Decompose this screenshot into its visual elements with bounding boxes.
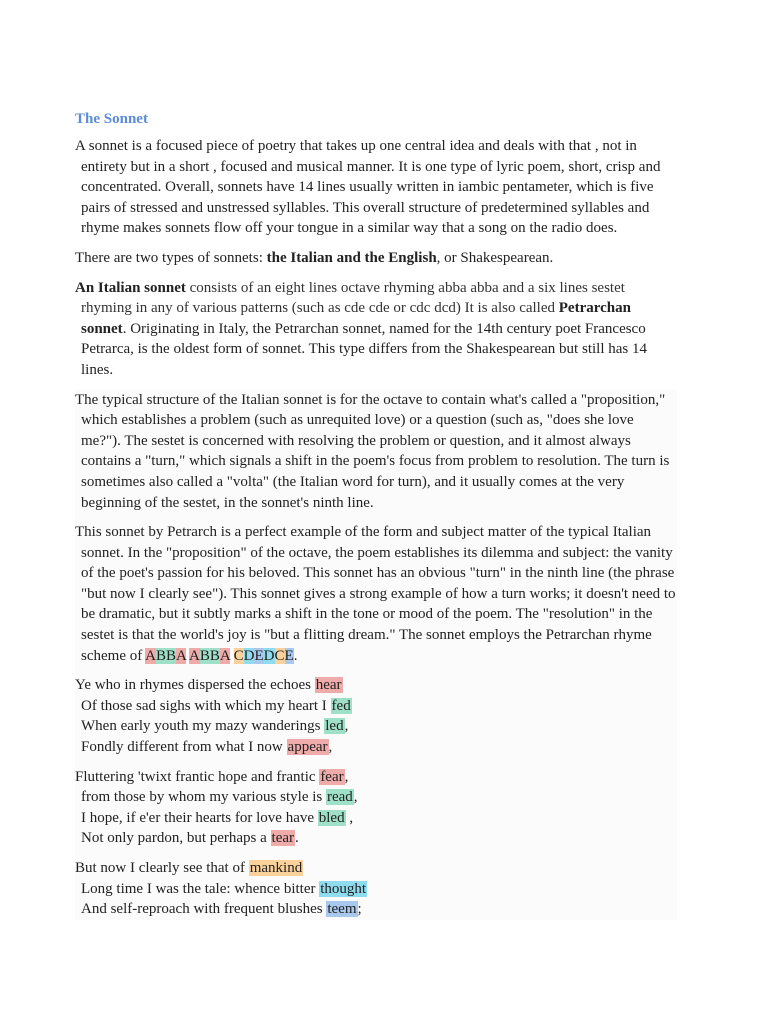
poem-line-text: Fondly different from what I now <box>81 739 287 756</box>
poem-line-text: And self-reproach with frequent blushes <box>81 901 327 918</box>
types-bold: the Italian and the English <box>266 249 437 266</box>
petrarch-example-text: This sonnet by Petrarch is a perfect example of the form and subject matter of the typical Italian sonnet. In the "proposition" of the octave, the poem establishes its dilemma and subject: the vanity of the poet's passion for his beloved. This sonnet has an obvious "turn" in the ninth line (the phrase "but now I clearly see"). This sonnet gives a strong example of how a turn works; it doesn't need to be dramatic, but it subtly marks a shift in the tone or mood of the poem. The "resolution" in the sestet is that the world's joy is "but a flitting dream." The sonnet employs the Petrarchan rhyme scheme of <box>75 524 676 664</box>
poem-line-punctuation: , <box>328 739 333 756</box>
poem-line-text: Not only pardon, but perhaps a <box>81 830 271 847</box>
petrarchan-term: Petrarchan sonnet <box>81 300 631 337</box>
poem-line <box>75 808 677 829</box>
petrarch-example-paragraph <box>75 522 677 666</box>
poem-line-text: Fluttering 'twixt frantic hope and frantic <box>75 768 320 785</box>
rhyme-scheme-letter: A <box>145 647 156 664</box>
poem-line <box>75 858 677 879</box>
rhyme-word: hear <box>315 677 342 694</box>
rhyme-scheme-letter: E <box>254 647 264 664</box>
italian-sonnet-history: . Originating in Italy, the Petrarchan sonnet, named for the 14th century poet Francesco Petrarca, is the oldest form of sonnet. This type differs from the Shakespearean but still has 14 lines. <box>81 320 647 378</box>
rhyme-word: fed <box>331 697 351 714</box>
rhyme-scheme-letter: B <box>156 647 167 664</box>
poem-line-punctuation: . <box>295 830 299 847</box>
poem-line <box>75 696 677 717</box>
document-page <box>75 108 677 929</box>
poem-line <box>75 899 677 920</box>
rhyme-scheme-letter: D <box>263 647 275 664</box>
poem-line-punctuation: , <box>344 718 349 735</box>
poem-line-text: When early youth my mazy wanderings <box>81 718 325 735</box>
rhyme-word: mankind <box>249 860 303 876</box>
poem-line <box>75 737 677 758</box>
rhyme-scheme-letter: B <box>209 647 220 664</box>
types-text-after: , or Shakespearean. <box>436 249 554 266</box>
rhyme-word: fear <box>320 768 344 785</box>
rhyme-word: appear <box>287 739 328 756</box>
rhyme-scheme-letter: C <box>233 647 244 664</box>
poem-line <box>75 828 677 849</box>
poem-line-text: Long time I was the tale: whence bitter <box>81 880 320 897</box>
poem-line-punctuation: , <box>344 768 349 785</box>
rhyme-scheme <box>145 648 294 664</box>
rhyme-word: bled <box>318 809 345 826</box>
poem-line-text: Of those sad sighs with which my heart I <box>81 697 331 714</box>
poem-line-punctuation: ; <box>357 901 362 918</box>
rhyme-scheme-letter: D <box>243 647 255 664</box>
rhyme-scheme-letter: C <box>274 647 285 664</box>
types-text-before: There are two types of sonnets: <box>75 249 267 266</box>
italian-sonnet-paragraph <box>75 278 677 381</box>
poem-line-punctuation: , <box>353 789 358 806</box>
poem-line-text: But now I clearly see that of <box>75 860 249 876</box>
poem-line-text: Ye who in rhymes dispersed the echoes <box>75 677 315 694</box>
rhyme-word: thought <box>320 880 367 897</box>
rhyme-word: led <box>325 718 344 735</box>
rhyme-word: tear <box>271 830 295 847</box>
poem-line <box>75 787 677 808</box>
poem-line <box>75 716 677 737</box>
rhyme-scheme-letter: E <box>284 647 294 664</box>
poem-stanza-1 <box>75 675 677 757</box>
poem-line <box>75 767 677 788</box>
poem-line-text: I hope, if e'er their hearts for love have <box>81 809 318 826</box>
italian-sonnet-term: An Italian sonnet <box>75 279 186 296</box>
rhyme-scheme-letter: A <box>188 647 200 664</box>
poem-stanza-3 <box>75 858 677 920</box>
rhyme-scheme-letter: A <box>176 647 187 664</box>
rhyme-scheme-letter: A <box>219 647 230 664</box>
rhyme-scheme-letter: B <box>199 647 210 664</box>
rhyme-scheme-end: . <box>293 647 298 664</box>
rhyme-scheme-letter: B <box>166 647 177 664</box>
types-paragraph <box>75 248 677 269</box>
rhyme-word: read <box>326 789 353 806</box>
quoted-section <box>75 390 677 920</box>
poem-line-punctuation: , <box>345 809 354 826</box>
poem-stanza-2 <box>75 767 677 849</box>
structure-paragraph: The typical structure of the Italian sonnet is for the octave to contain what's called a "proposition," which establishes a problem (such as unrequited love) or a question (such as, "does she love me?"). The sestet is concerned with resolving the problem or question, and it almost always contains a "turn," which signals a shift in the poem's focus from problem to resolution. The turn is sometimes also called a "volta" (the Italian word for turn), and it usually comes at the very beginning of the sestet, in the sonnet's ninth line. <box>75 391 670 511</box>
poem-line <box>75 879 677 900</box>
intro-paragraph: A sonnet is a focused piece of poetry that takes up one central idea and deals with that , not in entirety but in a short , focused and musical manner. It is one type of lyric poem, short, crisp and concentrated. Overall, sonnets have 14 lines usually written in iambic pentameter, which is five pairs of stressed and unstressed syllables. This overall structure of predetermined syllables and rhyme makes sonnets flow off your tongue in a similar way that a song on the radio does. <box>75 138 661 237</box>
page-title: The Sonnet <box>75 111 148 127</box>
italian-sonnet-definition: consists of an eight lines octave rhyming abba abba and a six lines sestet rhyming in any of various patterns (such as cde cde or cdc dcd) It is also called <box>81 279 625 317</box>
poem-line-text: from those by whom my various style is <box>81 789 326 806</box>
rhyme-word: teem <box>327 901 357 918</box>
poem-line <box>75 675 677 696</box>
